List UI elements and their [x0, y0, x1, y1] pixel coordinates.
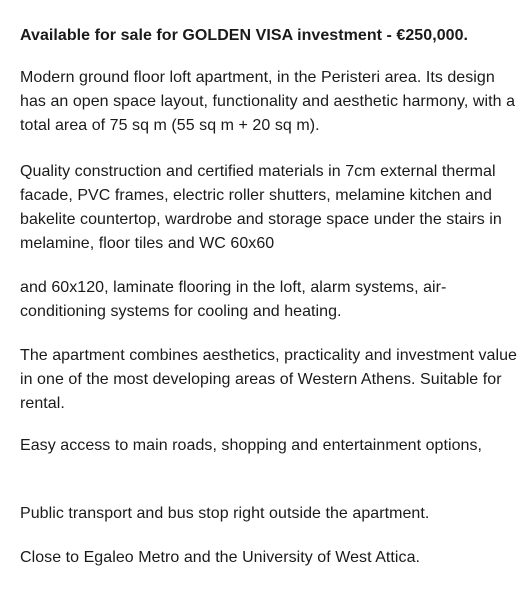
listing-heading: Available for sale for GOLDEN VISA investment - €250,000. — [20, 27, 469, 44]
paragraph-metro: Close to Egaleo Metro and the University of West Attica. — [20, 549, 421, 566]
paragraph-description: Modern ground floor loft apartment, in the Peristeri area. Its design has an open space layout, functionality and aesthetic harmony, with a total area of 75 sq m (55 sq m + 20 sq m). — [20, 69, 516, 134]
paragraph-transport: Public transport and bus stop right outside the apartment. — [20, 505, 430, 522]
paragraph-flooring: and 60x120, laminate flooring in the loft, alarm systems, air-conditioning systems for cooling and heating. — [20, 279, 447, 320]
paragraph-access: Easy access to main roads, shopping and entertainment options, — [20, 437, 483, 454]
paragraph-investment: The apartment combines aesthetics, practicality and investment value in one of the most developing areas of Western Athens. Suitable for rental. — [20, 347, 517, 412]
paragraph-construction: Quality construction and certified materials in 7cm external thermal facade, PVC frames, electric roller shutters, melamine kitchen and bakelite countertop, wardrobe and storage space under the stairs in melamine, floor tiles and WC 60x60 — [20, 163, 502, 252]
